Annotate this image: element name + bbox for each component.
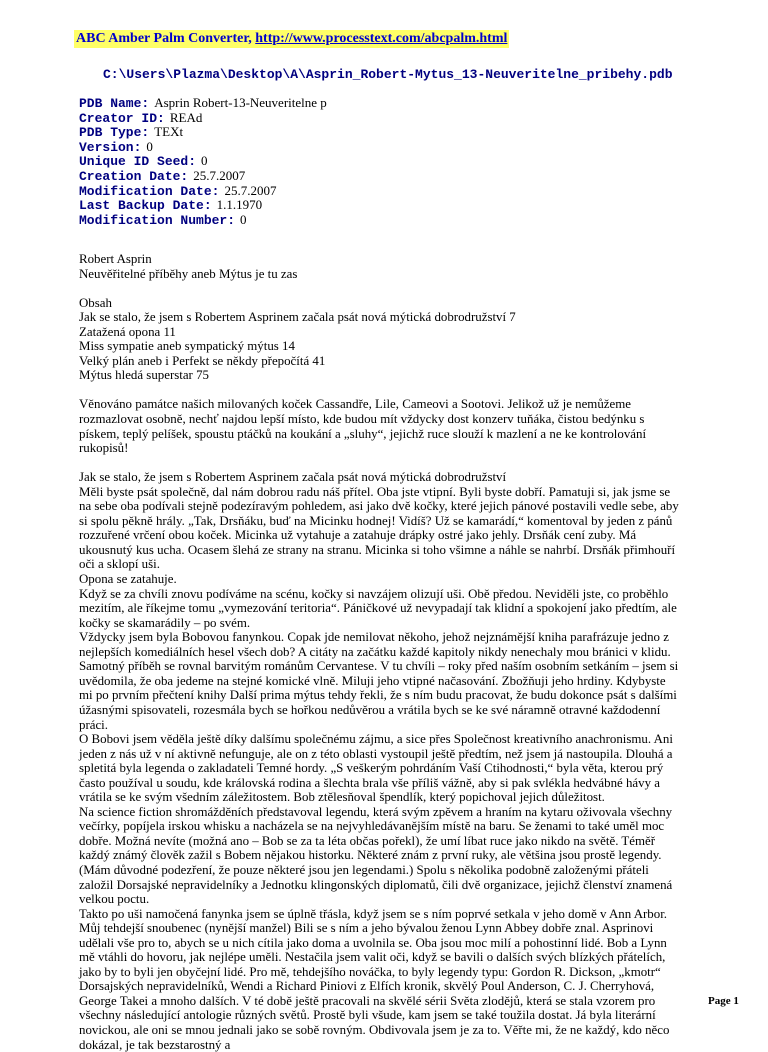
body-paragraph: O Bobovi jsem věděla ještě díky dalšímu společnému zájmu, a sice přes Společnost kreativního anachronismu. Ani jeden z nás už v ní aktivně nefunguje, ale on z této oblasti vystoupil ještě předtím, než jsem já nastoupila. Dlouhá a spletitá byla legenda o zakladateli Temné hordy. „S veškerým pohrdáním Vaší Ctihodnosti,“ byla věta, kterou prý často používal u soudu, kde královská rodina a šlechta brala vše příliš vážně, aby si pak svlékla hedvábné hávy a vrátila se ke svým všedním záležitostem. Bob ztělesňoval špendlík, který popichoval jejich důležitost. bbox=[79, 732, 673, 805]
metadata-value: REAd bbox=[169, 109, 203, 125]
metadata-label: Creation Date: bbox=[79, 168, 189, 184]
converter-name: ABC Amber Palm Converter bbox=[76, 31, 249, 46]
metadata-value: 0 bbox=[146, 138, 153, 154]
document-content bbox=[79, 252, 679, 1052]
book-title: Neuvěřitelné příběhy aneb Mýtus je tu zas bbox=[79, 266, 298, 281]
metadata-label: Modification Number: bbox=[79, 212, 236, 228]
converter-banner bbox=[74, 30, 509, 48]
pdb-metadata bbox=[79, 96, 327, 227]
toc-entry: Jak se stalo, že jsem s Robertem Asprinem začala psát nová mýtická dobrodružství 7 bbox=[79, 310, 516, 325]
metadata-row-unique-id-seed bbox=[79, 154, 327, 169]
converter-url-link[interactable]: http://www.processtext.com/abcpalm.html bbox=[255, 31, 508, 46]
chapter-title: Jak se stalo, že jsem s Robertem Asprinem začala psát nová mýtická dobrodružství bbox=[79, 470, 507, 485]
metadata-label: Version: bbox=[79, 139, 142, 155]
metadata-value: 1.1.1970 bbox=[216, 197, 263, 213]
metadata-label: Modification Date: bbox=[79, 183, 220, 199]
metadata-row-pdb-type bbox=[79, 125, 327, 140]
metadata-value: TEXt bbox=[154, 124, 184, 140]
page-number: Page 1 bbox=[708, 995, 739, 1007]
metadata-label: PDB Type: bbox=[79, 125, 150, 141]
body-paragraph: Když se za chvíli znovu podíváme na scénu, kočky si navzájem olizují uši. Obě předou. Neviděli jste, co proběhlo mezitím, ale říkejme tomu „vymezování teritoria“. Páničkové už nevypadají tak klidní a spokojení jako předtím, ale kočky se skamarádily – po svém. bbox=[79, 586, 677, 630]
body-paragraph: Vždycky jsem byla Bobovou fanynkou. Copak jde nemilovat někoho, jehož nejznámější kniha parafrázuje jedno z nejlepších komediálních hesel všech dob? A citáty na začátku každé kapitoly nikdy nenechaly mou bránici v klidu. Samotný příběh se rovnal barvitým románům Cervantese. V tu chvíli – roky před naším osobním setkáním – jsem si uvědomila, že oba jedeme na stejné komické vlně. Miluji jeho vtipné načasování. Zbožňuji jeho hrdiny. Kdybyste mi po prvním přečtení knihy Další prima mýtus tehdy řekli, že s ním budu pracovat, že budu dokonce psát s dalšími úžasnými spisovateli, rozesmála bych se hořkou nedůvěrou a vrátila bych se ke své náramně otravné každodenní práci. bbox=[79, 630, 679, 732]
metadata-label: Last Backup Date: bbox=[79, 198, 212, 214]
metadata-value: 25.7.2007 bbox=[224, 182, 277, 198]
body-paragraph: Takto po uši namočená fanynka jsem se úplně třásla, když jsem se s ním poprvé setkala v jeho domě v Ann Arbor. Můj tehdejší snoubenec (nynější manžel) Bili se s ním a jeho bývalou ženou Lynn Abbey dobře znal. Asprinovi udělali vše pro to, abych se u nich cítila jako doma a uvolnila se. Oba jsou moc milí a pohostinní lidé. Bob a Lynn mě vtáhli do hovoru, jak nejlépe uměli. Nestačila jsem valit oči, když se bavili o dalších svých blízkých přátelích, jako by to byli jen obyčejní lidé. Pro mě, tehdejšího nováčka, to byly legendy typu: Gordon R. Dickson, „kmotr“ Dorsajských nepravidelníků, Wendi a Richard Piniovi z Elfích kronik, skvělý Poul Anderson, C. J. Cherryhová, George Takei a mnoho dalších. V té době ještě pracovali na skvělé sérii Světa zlodějů, která se stala vzorem pro všechny následující antologie různých světů. Prostě byli všude, kam jsem se také toužila dostat. Já byla literární novickou, ale oni se mnou jednali jako se sobě rovným. Obdivovala jsem je za to. Věřte mi, že ne každý, kdo něco dokázal, je tak bezstarostný a bbox=[79, 906, 670, 1052]
toc-entry: Mýtus hledá superstar 75 bbox=[79, 368, 209, 383]
file-path: C:\Users\Plazma\Desktop\A\Asprin_Robert-Mytus_13-Neuveritelne_pribehy.pdb bbox=[103, 67, 673, 82]
toc-heading: Obsah bbox=[79, 295, 112, 310]
toc-entry: Miss sympatie aneb sympatický mýtus 14 bbox=[79, 339, 295, 354]
dedication-paragraph: Věnováno památce našich milovaných koček Cassandře, Lile, Cameovi a Sootovi. Jelikož už je nemůžeme rozmazlovat osobně, nechť najdou lepší místo, kde budou mít vždycky dost konzerv tuňáka, čistou bedýnku s pískem, teplý pelíšek, spoustu ptáčků na koukání a „sluhy“, jejichž ruce slouží k mazlení a ne ke kontrolování rukopisů! bbox=[79, 397, 647, 456]
metadata-row-creator-id bbox=[79, 111, 327, 126]
banner-separator: , bbox=[248, 31, 256, 46]
metadata-label: Unique ID Seed: bbox=[79, 154, 197, 170]
metadata-value: 0 bbox=[240, 211, 247, 227]
metadata-row-creation-date bbox=[79, 169, 327, 184]
metadata-value: 25.7.2007 bbox=[193, 167, 246, 183]
book-author: Robert Asprin bbox=[79, 252, 152, 266]
body-paragraph: Měli byste psát společně, dal nám dobrou radu náš přítel. Oba jste vtipní. Byli byste dobří. Pamatuji si, jak jsme se na sebe oba podívali stejně podezíravým pohledem, asi jako dvě kočky, které jejich pánové postavili vedle sebe, aby si spolu pěkně hrály. „Tak, Drsňáku, buď na Micinku hodnej! Vidíš? Už se kamarádí,“ komentoval by jeden z pánů rozzuřené vrčení obou koček. Micinka už vytahuje a zatahuje drápky ostré jako jehly. Drsňák cení zuby. Má ukousnutý kus ucha. Ocasem šlehá ze strany na stranu. Micinka si toho všimne a náhle se nahrbí. Drsňák přimhouří oči a sklopí uši. bbox=[79, 484, 679, 572]
metadata-row-pdb-name bbox=[79, 96, 327, 111]
body-paragraph: Opona se zatahuje. bbox=[79, 572, 177, 587]
metadata-value: Asprin Robert-13-Neuveritelne p bbox=[154, 95, 327, 110]
toc-entry: Zatažená opona 11 bbox=[79, 324, 176, 339]
metadata-row-version bbox=[79, 140, 327, 155]
metadata-row-modification-number bbox=[79, 213, 327, 228]
spacer bbox=[79, 456, 679, 471]
metadata-label: PDB Name: bbox=[79, 96, 150, 111]
metadata-label: Creator ID: bbox=[79, 110, 165, 126]
metadata-value: 0 bbox=[201, 153, 208, 169]
spacer bbox=[79, 281, 679, 296]
metadata-row-modification-date bbox=[79, 184, 327, 199]
body-paragraph: Na science fiction shromážděních představoval legendu, která svým zpěvem a hraním na kytaru oživovala všechny večírky, popíjela irskou whisku a nacházela se na nejvyhledávanějším místě na baru. Se ženami to také uměl moc dobře. Možná nevíte (možná ano – Bob se za ta léta občas pořekl), že umí líbat ruce jako nikdo na světě. Téměř každý známý člověk zažil s Bobem nějakou historku. Některé znám z první ruky, ale většina jsou prostě legendy. (Mám důvodné podezření, že pouze některé jsou jen legendami.) Spolu s několika podobně založenými přáteli založil Dorsajské nepravidelníky a Jednotku klingonských diplomatů, čili dvě organizace, jejichž členství znamená velkou poctu. bbox=[79, 804, 673, 907]
toc-entry: Velký plán aneb i Perfekt se někdy přepočítá 41 bbox=[79, 353, 326, 368]
metadata-row-last-backup-date bbox=[79, 198, 327, 213]
spacer bbox=[79, 383, 679, 398]
